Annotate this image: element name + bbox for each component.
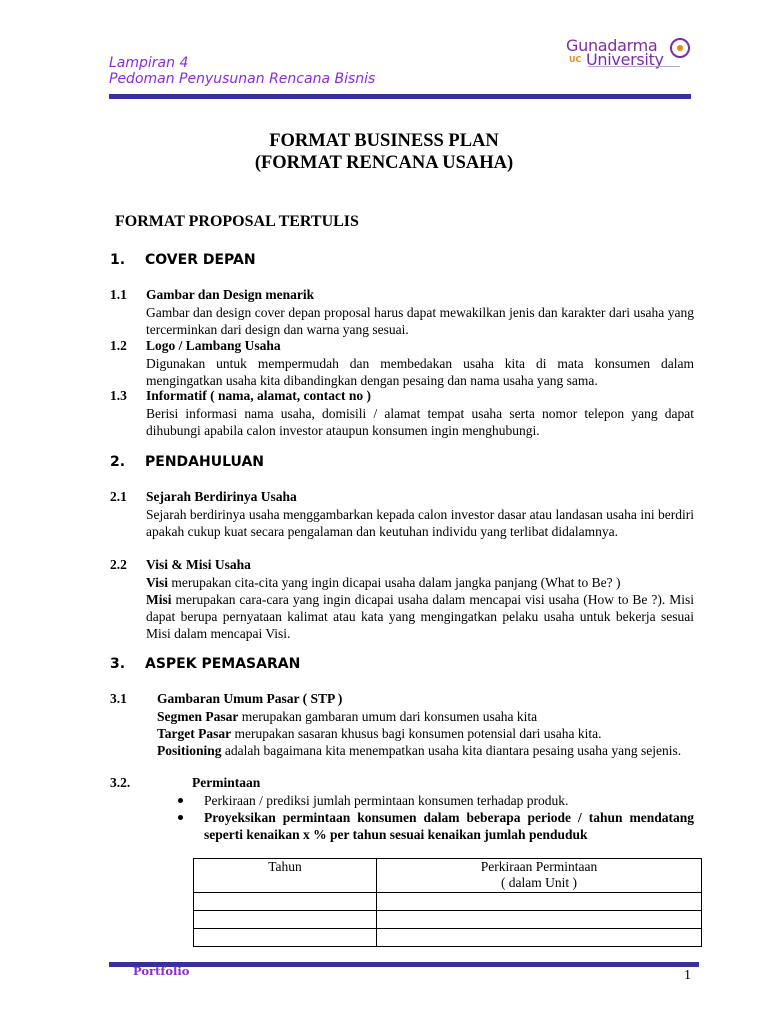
header-line-2: Pedoman Penyusunan Rencana Bisnis [109,71,376,87]
table-row [194,929,702,947]
table-row [194,893,702,911]
table-header-row [194,859,702,893]
table-cell [377,911,702,929]
target-text: merupakan sasaran khusus bagi konsumen potensial dari usaha kita. [231,726,602,741]
item-2-2-number: 2.2 [110,557,127,572]
bullet-icon [178,815,183,820]
misi-paragraph [146,591,694,642]
page-title-line-1: FORMAT BUSINESS PLAN [269,131,499,151]
logo-text-1: Gunadarma [566,36,658,55]
positioning-text: adalah bagaimana kita menempatkan usaha kita diantara pesaing usaha yang sejenis. [221,743,682,758]
section-1-number: 1. [110,252,126,268]
item-1-1-heading: Gambar dan Design menarik [146,287,315,302]
bullet-icon [178,798,183,803]
misi-label: Misi [146,592,172,607]
header-line-1: Lampiran 4 [109,55,189,71]
segmen-paragraph [157,708,694,725]
item-3-1-number: 3.1 [110,691,127,706]
item-3-1-heading: Gambaran Umum Pasar ( STP ) [157,691,343,706]
footer-text: Portfolio [133,964,190,978]
demand-projection-table [193,858,702,947]
section-1-heading: COVER DEPAN [145,252,256,268]
visi-paragraph [146,574,694,591]
item-1-3-text: Berisi informasi nama usaha, domisili / alamat tempat usaha serta nomor telepon yang dapat dihubungi apabila calon investor ataupun konsumen ingin menghubungi. [146,406,694,438]
item-1-2-heading: Logo / Lambang Usaha [146,338,281,353]
table-row [194,911,702,929]
section-2-heading: PENDAHULUAN [145,454,264,470]
table-cell [377,893,702,911]
item-2-2-heading: Visi & Misi Usaha [146,557,251,572]
bullet-2-text: Proyeksikan permintaan konsumen dalam beberapa periode / tahun mendatang seperti kenaikan x % per tahun sesuai kenaikan jumlah penduduk [204,810,694,842]
positioning-label: Positioning [157,743,222,758]
header-rule [109,94,691,99]
visi-label: Visi [146,575,169,590]
item-3-2-heading: Permintaan [192,775,261,790]
item-1-3-heading: Informatif ( nama, alamat, contact no ) [146,388,371,403]
table-header-year: Tahun [194,859,377,893]
item-1-3-number: 1.3 [110,388,127,403]
table-cell [194,929,377,947]
visi-text: merupakan cita-cita yang ingin dicapai usaha dalam jangka panjang (What to Be? ) [168,575,621,590]
table-cell [194,911,377,929]
item-1-1-text: Gambar dan design cover depan proposal harus dapat mewakilkan jenis dan karakter dari usaha yang tercerminkan dari design dan warna yang sesuai. [146,305,694,337]
item-1-2-text: Digunakan untuk mempermudah dan membedakan usaha kita di mata konsumen dalam mengingatkan usaha kita dibandingkan dengan pesaing dan nama usaha yang sama. [146,356,694,388]
misi-text: merupakan cara-cara yang ingin dicapai usaha dalam mencapai visi usaha (How to Be ?). Misi dapat berupa pernyataan kalimat atau kata yang mengingatkan pelaku usaha untuk bekerja sesuai Misi dalam mencapai Visi. [146,592,694,641]
footer-rule [109,962,699,967]
subtitle: FORMAT PROPOSAL TERTULIS [115,213,359,230]
item-2-1-heading: Sejarah Berdirinya Usaha [146,489,297,504]
page-number: 1 [684,968,691,983]
section-3-heading: ASPEK PEMASARAN [145,656,301,672]
section-3-number: 3. [110,656,126,672]
item-2-1-text: Sejarah berdirinya usaha menggambarkan kepada calon investor dasar atau landasan usaha ini berdiri apakah cukup kuat secara pengalaman dan keutuhan individu yang terlibat didalamnya. [146,507,694,539]
positioning-paragraph [157,742,694,759]
logo-text-2: University [586,50,664,69]
university-logo [566,36,694,76]
table-header-demand: Perkiraan Permintaan ( dalam Unit ) [377,859,702,893]
item-2-1-number: 2.1 [110,489,127,504]
item-1-2-number: 1.2 [110,338,127,353]
bullet-1-text: Perkiraan / prediksi jumlah permintaan konsumen terhadap produk. [204,793,569,808]
seal-icon [670,38,690,58]
page-title-line-2: (FORMAT RENCANA USAHA) [254,153,514,173]
segmen-label: Segmen Pasar [157,709,239,724]
logo-tagline-rule [588,66,680,70]
section-2-number: 2. [110,454,126,470]
segmen-text: merupakan gambaran umum dari konsumen usaha kita [238,709,538,724]
logo-mark: UC [569,55,582,64]
target-label: Target Pasar [157,726,232,741]
item-3-2-number: 3.2. [110,775,131,790]
table-cell [194,893,377,911]
table-cell [377,929,702,947]
item-1-1-number: 1.1 [110,287,127,302]
target-paragraph [157,725,694,742]
